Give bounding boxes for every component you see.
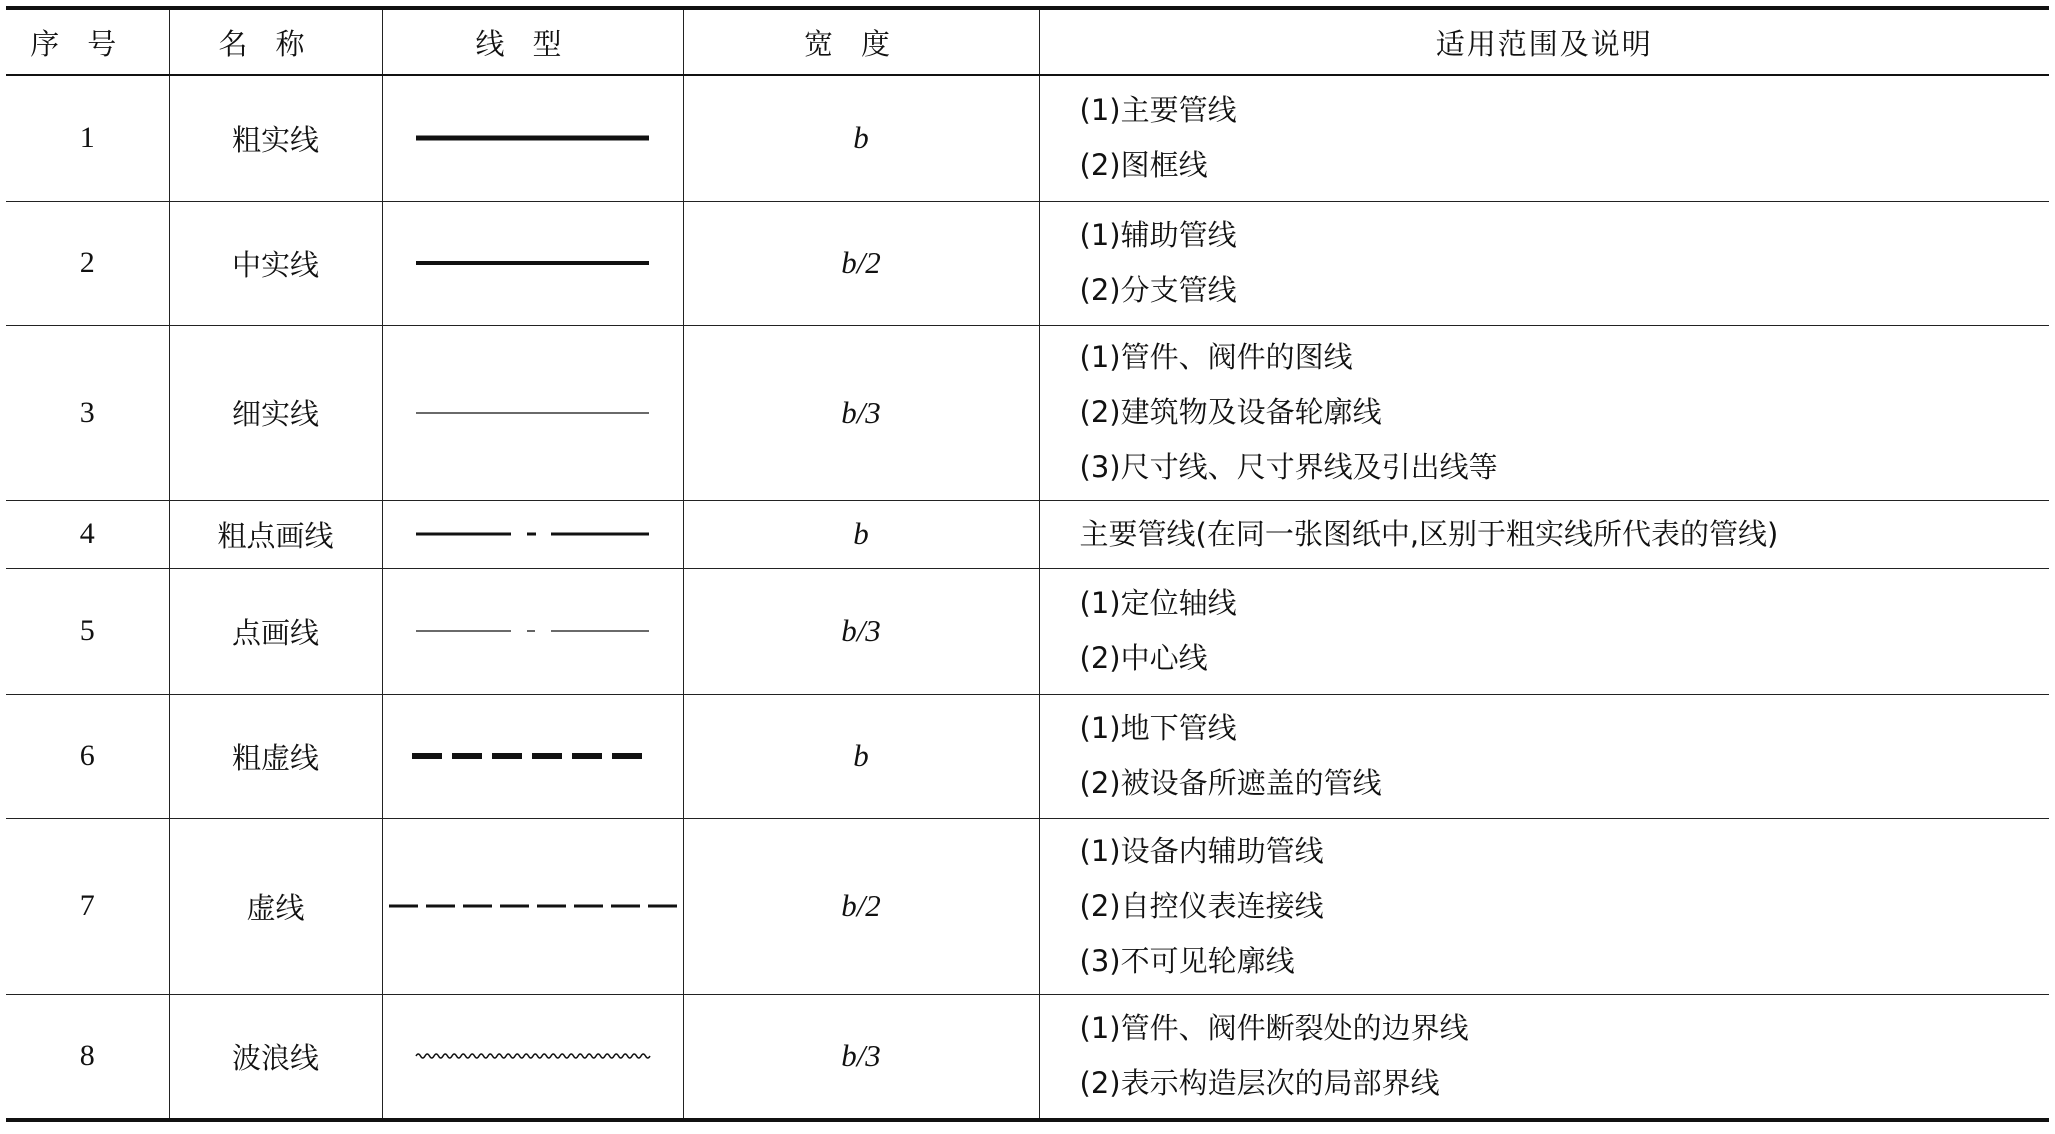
row-name: 粗实线 <box>169 75 382 201</box>
line-sample-medium-dashed <box>383 894 683 918</box>
wavy-path <box>416 1054 650 1058</box>
header-name: 名称 <box>169 8 382 75</box>
description-line: (3)尺寸线、尺寸界线及引出线等 <box>1079 450 1498 484</box>
row-width: b/2 <box>683 201 1039 325</box>
row-name: 粗点画线 <box>169 500 382 568</box>
row-width: b <box>683 694 1039 818</box>
line-sample-thick-dash-dot <box>383 522 683 546</box>
row-description <box>1039 994 2049 1120</box>
line-sample-thin-solid <box>383 401 683 425</box>
description-line: (3)不可见轮廓线 <box>1079 943 1295 978</box>
header-line-style: 线型 <box>382 8 683 75</box>
row-name: 点画线 <box>169 568 382 694</box>
row-index: 1 <box>6 75 169 201</box>
description-line: (1)主要管线 <box>1079 93 1237 128</box>
row-line-sample <box>382 75 683 201</box>
line-sample-thick-solid <box>383 126 683 150</box>
row-name: 虚线 <box>169 818 382 994</box>
row-line-sample <box>382 325 683 500</box>
line-sample-thin-dash-dot <box>383 619 683 643</box>
row-description <box>1039 75 2049 201</box>
row-index: 6 <box>6 694 169 818</box>
table-row <box>6 75 2049 201</box>
row-index: 5 <box>6 568 169 694</box>
table-row <box>6 500 2049 568</box>
header-width: 宽度 <box>683 8 1039 75</box>
line-sample-wavy <box>383 1044 683 1068</box>
description-line: (2)图框线 <box>1079 148 1208 183</box>
line-sample-medium-solid <box>383 251 683 275</box>
description-line: (1)定位轴线 <box>1079 586 1237 620</box>
table-row <box>6 994 2049 1120</box>
description-line: (1)管件、阀件的图线 <box>1079 340 1353 374</box>
row-width: b/3 <box>683 325 1039 500</box>
table-row <box>6 325 2049 500</box>
description-line: (1)管件、阀件断裂处的边界线 <box>1079 1011 1469 1046</box>
row-index: 8 <box>6 994 169 1120</box>
row-name: 中实线 <box>169 201 382 325</box>
line-type-table <box>6 6 2049 1122</box>
header-description: 适用范围及说明 <box>1039 8 2049 75</box>
row-line-sample <box>382 500 683 568</box>
description-line: (1)设备内辅助管线 <box>1079 833 1324 868</box>
description-line: (2)被设备所遮盖的管线 <box>1079 766 1382 800</box>
description-line: (2)分支管线 <box>1079 273 1237 307</box>
line-sample-thick-dashed <box>383 744 683 768</box>
description-line: (2)表示构造层次的局部界线 <box>1079 1066 1440 1101</box>
table-body <box>6 75 2049 1120</box>
description-line: (2)自控仪表连接线 <box>1079 888 1324 923</box>
description-line: (1)地下管线 <box>1079 711 1237 745</box>
row-width: b <box>683 500 1039 568</box>
row-width: b/3 <box>683 994 1039 1120</box>
row-description <box>1039 568 2049 694</box>
row-name: 粗虚线 <box>169 694 382 818</box>
row-description <box>1039 818 2049 994</box>
header-index: 序号 <box>6 8 169 75</box>
table-row <box>6 818 2049 994</box>
table-row <box>6 568 2049 694</box>
row-description <box>1039 325 2049 500</box>
row-index: 4 <box>6 500 169 568</box>
description-line: (1)辅助管线 <box>1079 218 1237 252</box>
row-description <box>1039 500 2049 568</box>
description-line: 主要管线(在同一张图纸中,区别于粗实线所代表的管线) <box>1079 516 1779 551</box>
description-line: (2)建筑物及设备轮廓线 <box>1079 395 1382 429</box>
row-width: b/3 <box>683 568 1039 694</box>
row-description <box>1039 694 2049 818</box>
row-line-sample <box>382 818 683 994</box>
row-name: 波浪线 <box>169 994 382 1120</box>
row-index: 3 <box>6 325 169 500</box>
row-name: 细实线 <box>169 325 382 500</box>
row-line-sample <box>382 694 683 818</box>
row-line-sample <box>382 994 683 1120</box>
row-index: 2 <box>6 201 169 325</box>
table-row <box>6 201 2049 325</box>
row-line-sample <box>382 568 683 694</box>
table-row <box>6 694 2049 818</box>
row-line-sample <box>382 201 683 325</box>
header-row <box>6 8 2049 75</box>
row-width: b/2 <box>683 818 1039 994</box>
row-width: b <box>683 75 1039 201</box>
row-index: 7 <box>6 818 169 994</box>
row-description <box>1039 201 2049 325</box>
description-line: (2)中心线 <box>1079 641 1208 675</box>
